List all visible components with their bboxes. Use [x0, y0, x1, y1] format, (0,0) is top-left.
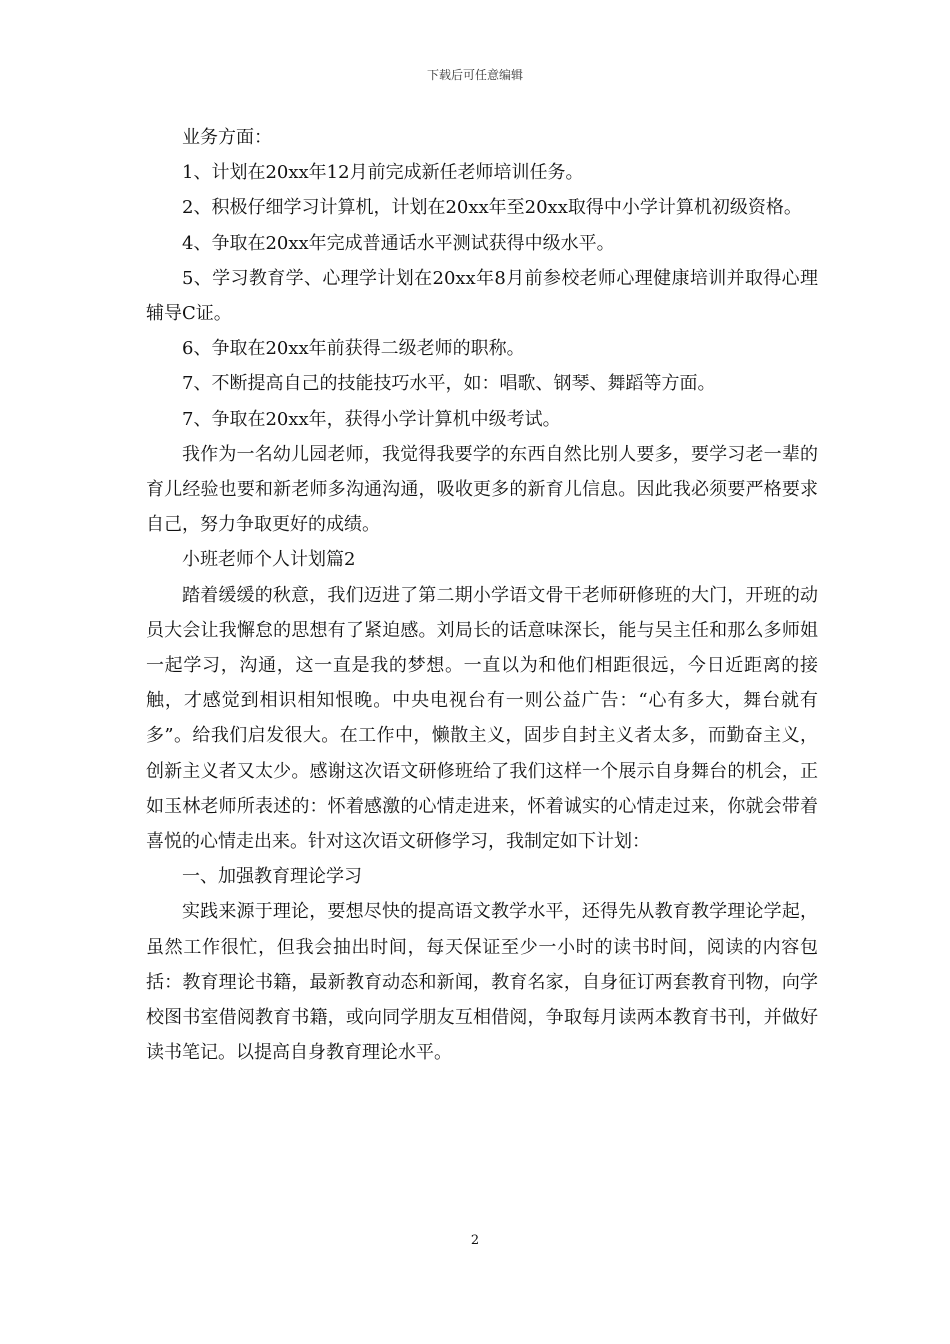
- document-body: [146, 120, 818, 1070]
- section-heading-theory: 一、加强教育理论学习: [182, 866, 362, 888]
- page-number: 2: [470, 1233, 480, 1248]
- plan-item-7b: 7、争取在20xx年，获得小学计算机中级考试。: [182, 408, 561, 430]
- plan-item-2: 2、积极仔细学习计算机，计划在20xx年至20xx取得中小学计算机初级资格。: [182, 197, 802, 219]
- body-paragraph-summary: 我作为一名幼儿园老师，我觉得我要学的东西自然比别人要多，要学习老一辈的育儿经验也要和新老师多沟通沟通，吸收更多的新育儿信息。因此我必须要严格要求自己，努力争取更好的成绩。: [146, 443, 818, 536]
- body-paragraph-theory: 实践来源于理论，要想尽快的提高语文教学水平，还得先从教育教学理论学起，虽然工作很忙，但我会抽出时间，每天保证至少一小时的读书时间，阅读的内容包括：教育理论书籍，最新教育动态和新闻，教育名家，自身征订两套教育刊物，向学校图书室借阅教育书籍，或向同学朋友互相借阅，争取每月读两本教育书刊，并做好读书笔记。以提高自身教育理论水平。: [146, 901, 818, 1064]
- page-header: 下载后可任意编辑: [426, 68, 523, 82]
- plan-item-7a: 7、不断提高自己的技能技巧水平，如：唱歌、钢琴、舞蹈等方面。: [182, 373, 716, 395]
- plan-item-4: 4、争取在20xx年完成普通话水平测试获得中级水平。: [182, 232, 615, 254]
- plan-item-5: 5、学习教育学、心理学计划在20xx年8月前参校老师心理健康培训并取得心理辅导C证。: [146, 267, 818, 325]
- body-paragraph-intro: 踏着缓缓的秋意，我们迈进了第二期小学语文骨干老师研修班的大门，开班的动员大会让我懈怠的思想有了紧迫感。刘局长的话意味深长，能与吴主任和那么多师姐一起学习，沟通，这一直是我的梦想。一直以为和他们相距很远，今日近距离的接触，才感觉到相识相知恨晚。中央电视台有一则公益广告：“心有多大，舞台就有多”。给我们启发很大。在工作中，懒散主义，固步自封主义者太多，而勤奋主义，创新主义者又太少。感谢这次语文研修班给了我们这样一个展示自身舞台的机会，正如玉林老师所表述的：怀着感激的心情走进来，怀着诚实的心情走过来，你就会带着喜悦的心情走出来。针对这次语文研修学习，我制定如下计划：: [146, 584, 818, 853]
- plan-item-6: 6、争取在20xx年前获得二级老师的职称。: [182, 338, 525, 360]
- section-heading-business: 业务方面：: [182, 127, 272, 148]
- plan-item-1: 1、计划在20xx年12月前完成新任老师培训任务。: [182, 162, 584, 184]
- article-title: 小班老师个人计划篇2: [182, 549, 356, 571]
